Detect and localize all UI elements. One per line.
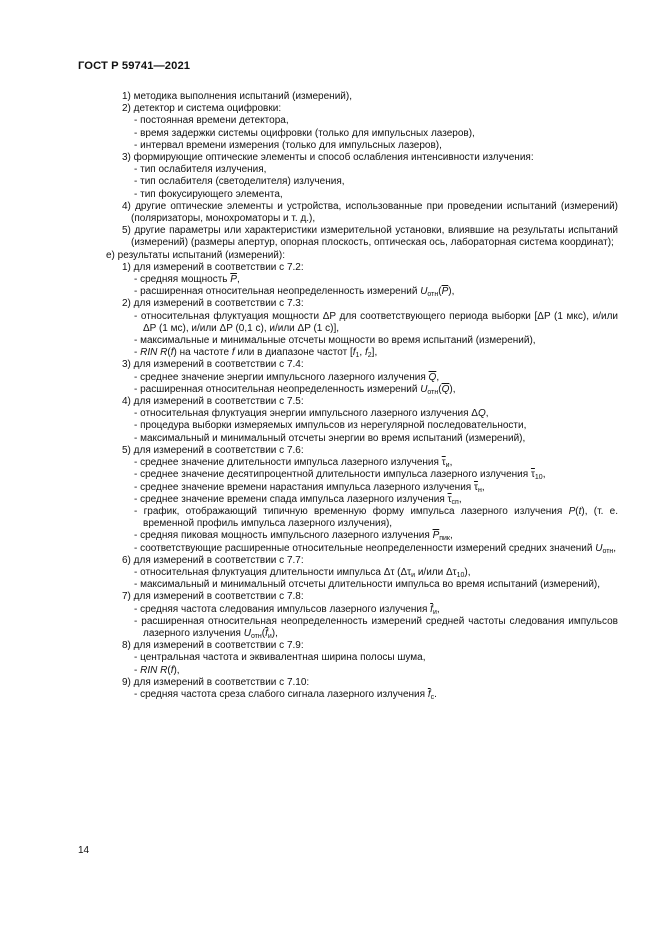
text-segment: $\overline{f}$ <box>427 688 431 700</box>
text-segment: ( <box>575 505 579 517</box>
text-segment: , <box>449 457 453 469</box>
text-segment: f <box>170 347 174 359</box>
text-segment: - <box>134 664 141 676</box>
text-segment: f <box>352 347 356 359</box>
text-segment: ( <box>167 664 171 676</box>
text-segment: , <box>481 481 485 493</box>
text-segment: - интервал времени измерения (только для импульсных лазеров), <box>134 139 442 151</box>
list-item-numbered <box>78 103 618 115</box>
subscript-text: 10 <box>456 571 465 579</box>
text-segment: - среднее значение десятипроцентной длительности импульса лазерного излучения <box>134 469 531 481</box>
text-segment: 3) формирующие оптические элементы и способ ослабления интенсивности излучения: <box>122 152 534 164</box>
text-segment: $\overline{P}$ <box>432 530 440 542</box>
text-segment: , <box>450 530 453 542</box>
text-segment: - процедура выборки измеряемых импульсов из нерегулярной последовательности, <box>134 420 527 432</box>
text-segment: U <box>420 383 428 395</box>
text-segment: - средняя частота следования импульсов лазерного излучения <box>134 603 431 615</box>
text-segment: - среднее значение энергии импульсного лазерного излучения <box>134 371 429 383</box>
text-segment: $\overline{P}$ <box>441 286 449 298</box>
text-segment: 9) для измерений в соответствии с 7.10: <box>122 676 310 688</box>
list-item-dash <box>78 189 618 201</box>
text-segment: U <box>243 627 251 639</box>
text-segment: - относительная флуктуация энергии импульсного лазерного излучения Δ <box>134 408 478 420</box>
text-segment: - соответствующие расширенные относительные неопределенности измерений средних значений <box>134 542 596 554</box>
text-segment: ), (т. е. временной профиль импульса лазерного излучения), <box>143 505 618 530</box>
list-item-dash <box>78 543 618 555</box>
list-item-dash <box>78 457 618 469</box>
text-segment: $\overline{f}$ <box>430 603 433 615</box>
text-segment: , <box>436 371 440 383</box>
text-segment: 1) методика выполнения испытаний (измерений), <box>122 91 352 102</box>
subscript-text: и <box>432 608 437 616</box>
text-segment: - тип фокусирующего элемента, <box>134 188 283 200</box>
subscript-text: отн <box>427 388 439 396</box>
text-segment: P <box>568 505 576 517</box>
list-item-numbered <box>78 445 618 457</box>
text-segment: 2) для измерений в соответствии с 7.3: <box>122 298 304 310</box>
text-segment: - среднее значение времени спада импульса лазерного излучения <box>134 493 448 505</box>
text-segment: f <box>231 347 235 359</box>
list-item-section <box>78 250 618 262</box>
text-segment: - график, отображающий типичную временную форму импульса лазерного излучения <box>134 505 569 517</box>
text-segment: - средняя частота среза слабого сигнала лазерного излучения <box>134 688 428 700</box>
subscript-text: сп <box>451 498 459 506</box>
text-segment: , <box>613 542 617 554</box>
list-item-dash <box>78 274 618 286</box>
list-item-dash <box>78 140 618 152</box>
list-item-dash <box>78 604 618 616</box>
subscript-text: c <box>430 693 435 701</box>
text-segment: $\overline{\tau}$ <box>530 469 535 481</box>
text-segment: 6) для измерений в соответствии с 7.7: <box>122 554 304 566</box>
text-segment: , <box>485 408 489 420</box>
text-segment: , <box>458 493 462 505</box>
list-item-dash <box>78 128 618 140</box>
subscript-text: 1 <box>355 352 360 360</box>
list-item-numbered <box>78 225 618 249</box>
text-segment: ( <box>167 347 171 359</box>
text-segment: ), <box>271 627 278 639</box>
text-segment: - средняя пиковая мощность импульсного лазерного излучения <box>134 530 433 542</box>
text-segment: , <box>359 347 365 359</box>
list-item-dash <box>78 689 618 701</box>
text-segment: - максимальный и минимальный отсчеты длительности импульса во время испытаний (измерений), <box>134 579 601 591</box>
text-segment: ), <box>464 566 471 578</box>
subscript-text: отн <box>250 632 262 640</box>
subscript-text: 2 <box>367 352 372 360</box>
list-item-dash <box>78 347 618 359</box>
text-segment: 7) для измерений в соответствии с 7.8: <box>122 591 304 603</box>
list-item-dash <box>78 652 618 664</box>
page-number: 14 <box>78 845 90 856</box>
text-segment: ), <box>449 383 456 395</box>
text-segment: - максимальные и минимальные отсчеты мощности во время испытаний (измерений), <box>134 335 536 347</box>
text-segment: U <box>420 286 428 298</box>
list-item-numbered <box>78 91 618 103</box>
text-segment: ( <box>261 627 266 639</box>
list-item-dash <box>78 286 618 298</box>
list-item-dash <box>78 408 618 420</box>
list-item-numbered <box>78 591 618 603</box>
subscript-text: отн <box>427 291 439 299</box>
text-segment: Q <box>477 408 486 420</box>
document-code: ГОСТ Р 59741—2021 <box>78 60 191 72</box>
text-segment: - время задержки системы оцифровки (только для импульсных лазеров), <box>134 127 475 139</box>
text-segment: - относительная флуктуация длительности импульса Δτ (Δτ <box>134 566 412 578</box>
text-segment: 5) для измерений в соответствии с 7.6: <box>122 444 304 456</box>
text-segment: - относительная флуктуация мощности ΔP для соответствующего периода выборки [ΔP (1 мкс), и/или ΔP (1 мс), и/или ΔP (0,1 с), и/или ΔP (1 с)], <box>134 310 618 334</box>
list-item-dash <box>78 311 618 335</box>
text-segment: ) на частоте <box>173 347 232 359</box>
list-item-dash <box>78 335 618 347</box>
text-segment: - среднее значение длительности импульса лазерного излучения <box>134 457 442 469</box>
text-segment: $\overline{f}$ <box>265 627 268 639</box>
text-segment: $\overline{\tau}$ <box>441 457 446 469</box>
list-item-numbered <box>78 298 618 310</box>
list-item-dash <box>78 176 618 188</box>
text-segment: ( <box>438 286 442 298</box>
list-item-dash <box>78 616 618 640</box>
list-item-dash <box>78 469 618 481</box>
list-item-dash <box>78 494 618 506</box>
text-segment: - постоянная времени детектора, <box>134 115 289 127</box>
text-segment: 8) для измерений в соответствии с 7.9: <box>122 640 304 652</box>
subscript-text: пик <box>439 535 450 543</box>
list-item-numbered <box>78 396 618 408</box>
text-segment: ), <box>173 664 180 676</box>
text-segment: - центральная частота и эквивалентная ширина полосы шума, <box>134 652 426 664</box>
text-segment: 5) другие параметры или характеристики измерительной установки, влиявшие на результаты испытаний (измерений) (размеры апертур, опорная плоскость, оптическая ось, лабораторная система координат); <box>122 225 618 249</box>
list-item-numbered <box>78 152 618 164</box>
text-segment: - <box>134 347 141 359</box>
list-item-numbered <box>78 677 618 689</box>
list-item-dash <box>78 420 618 432</box>
list-item-dash <box>78 372 618 384</box>
text-segment: f <box>170 664 174 676</box>
text-segment: t <box>578 505 582 517</box>
text-segment: f <box>364 347 368 359</box>
text-segment: ( <box>438 383 442 395</box>
text-segment: . <box>434 688 437 700</box>
subscript-text: отн <box>602 547 614 555</box>
subscript-text: и <box>411 571 416 579</box>
text-segment: $\overline{\tau}$ <box>473 481 478 493</box>
text-segment: - среднее значение времени нарастания импульса лазерного излучения <box>134 481 474 493</box>
list-item-dash <box>78 433 618 445</box>
text-segment: - расширенная относительная неопределенность измерений <box>134 383 421 395</box>
text-segment: ), <box>448 286 455 298</box>
list-item-numbered <box>78 359 618 371</box>
text-segment: , <box>436 603 440 615</box>
text-segment: - расширенная относительная неопределенность измерений <box>134 286 421 298</box>
text-segment: - средняя мощность <box>134 274 231 286</box>
text-segment: $\overline{P}$ <box>230 274 237 286</box>
text-segment: , <box>236 274 240 286</box>
subscript-text: и <box>267 632 272 640</box>
list-item-dash <box>78 164 618 176</box>
list-item-dash <box>78 567 618 579</box>
list-item-numbered <box>78 262 618 274</box>
list-item-dash <box>78 665 618 677</box>
list-item-dash <box>78 530 618 542</box>
subscript-text: 10 <box>534 474 543 482</box>
list-item-dash <box>78 115 618 127</box>
list-item-dash <box>78 506 618 530</box>
text-segment: , <box>542 469 546 481</box>
text-segment: 4) другие оптические элементы и устройства, использованные при проведении испытаний (измерений) (поляризаторы, монохроматоры и т. д.), <box>122 200 618 225</box>
list-item-dash <box>78 384 618 396</box>
text-segment: - расширенная относительная неопределенность измерений средней частоты следования импульсов лазерного излучения <box>134 615 618 639</box>
list-item-numbered <box>78 201 618 225</box>
list-item-numbered <box>78 640 618 652</box>
text-segment: е) результаты испытаний (измерений): <box>106 249 285 261</box>
text-segment: $\overline{Q}$ <box>428 371 437 383</box>
list-item-numbered <box>78 555 618 567</box>
text-segment: RIN R <box>140 347 168 359</box>
text-segment: 4) для измерений в соответствии с 7.5: <box>122 396 304 408</box>
text-segment: 2) детектор и система оцифровки: <box>122 103 282 115</box>
text-segment: RIN R <box>140 664 168 676</box>
text-segment: - максимальный и минимальный отсчеты энергии во время испытаний (измерений), <box>134 432 526 444</box>
subscript-text: н <box>477 486 482 494</box>
text-segment: - тип ослабителя (светоделителя) излучения, <box>134 176 345 188</box>
text-segment: 1) для измерений в соответствии с 7.2: <box>122 261 304 273</box>
text-segment: 3) для измерений в соответствии с 7.4: <box>122 359 304 371</box>
text-segment: - тип ослабителя излучения, <box>134 164 267 176</box>
text-segment: U <box>595 542 603 554</box>
text-segment: $\overline{\tau}$ <box>447 493 452 505</box>
text-segment: и/или Δτ <box>415 566 457 578</box>
list-item-dash <box>78 579 618 591</box>
document-body <box>78 91 618 701</box>
text-segment: ], <box>371 347 378 359</box>
text-segment: или в диапазоне частот [ <box>234 347 353 359</box>
text-segment: $\overline{Q}$ <box>441 383 450 395</box>
subscript-text: и <box>445 462 450 470</box>
list-item-dash <box>78 482 618 494</box>
